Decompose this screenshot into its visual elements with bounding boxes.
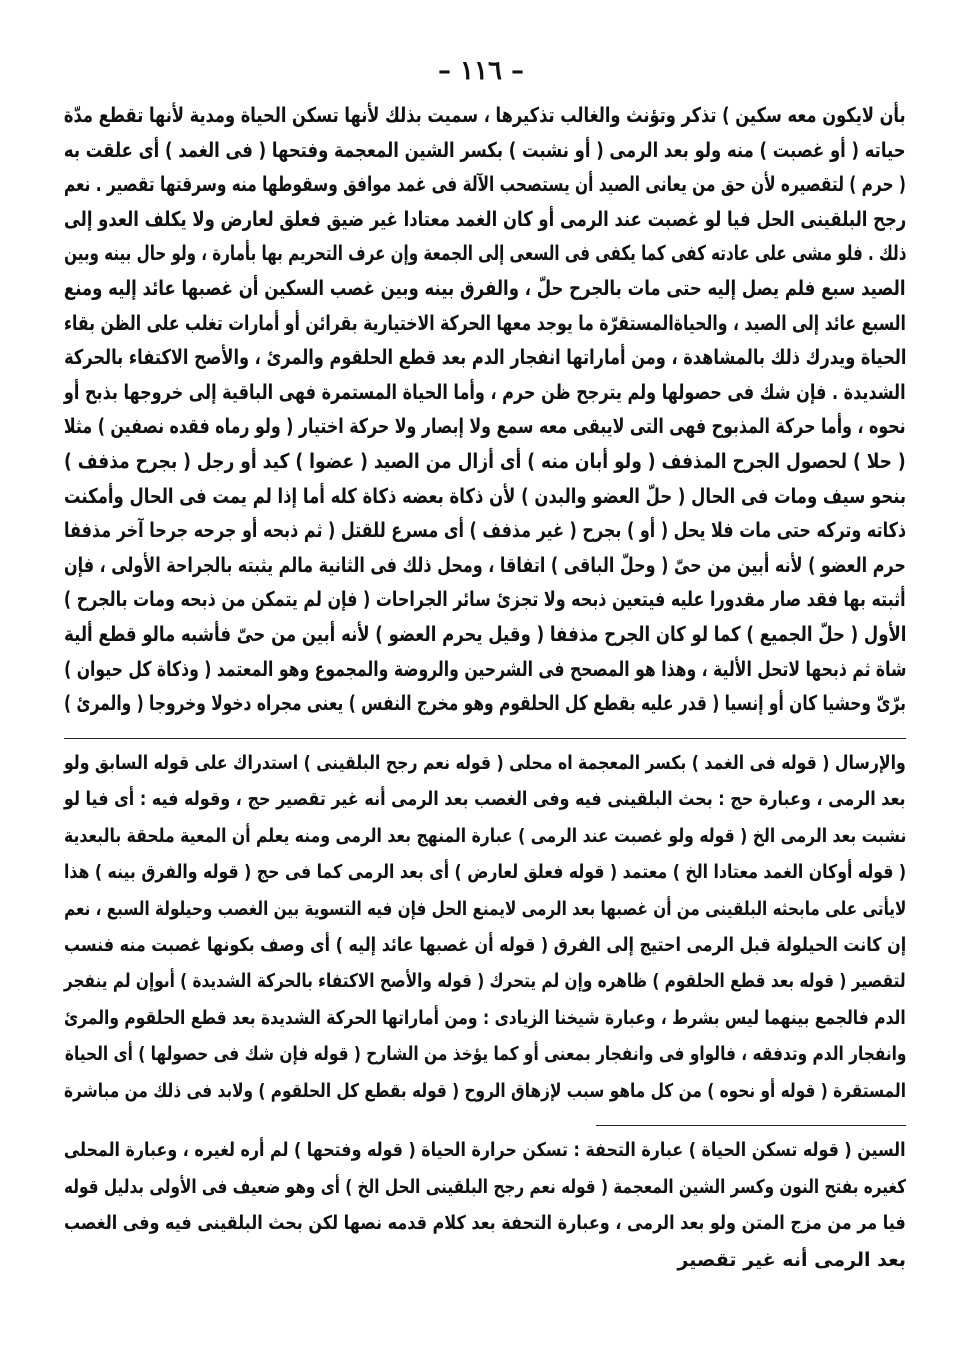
text-line: والإرسال ( قوله فى الغمد ) بكسر المعجمة اه محلى ( قوله نعم رجح البلقينى ) استدراك على قوله السابق ولو xyxy=(64,752,906,774)
text-line: رجح البلقينى الحل فيا لو غصبت عند الرمى أو كان الغمد معتادا غير ضيق فعلق لعارض ولا يكلف العدو إلى xyxy=(63,206,906,231)
text-line: ( قوله أوكان الغمد معتادا الخ ) معتمد ( قوله فعلق لعارض ) أى بعد الرمى كما فى حج ( قوله والفرق بينه ) هذا xyxy=(63,861,906,884)
text-line: ذلك . فلو مشى على عادته كفى كما يكفى فى السعى إلى الجمعة وإن عرف التحريم بها بأمارة ، ولو حال بينه وبين xyxy=(63,241,906,266)
short-divider-line xyxy=(596,1125,906,1126)
text-line: السبع عائد إلى الصيد ، والحياةالمستقرّة ما يوجد معها الحركة الاختيارية بقرائن أو أمارات تغلب على الظن بقاء xyxy=(64,310,906,335)
text-line: نحوه ، وأما حركة المذبوح فهى التى لايبقى معه سمع ولا إبصار ولا حركة اختيار ( ولو رماه فقده نصفين ) مثلا xyxy=(64,414,906,439)
text-line: الدم فالجمع بينهما ليس بشرط ، وعبارة شيخنا الزيادى : ومن أماراتها الحركة الشديدة بعد قطع الحلقوم والمرئ xyxy=(64,1006,906,1029)
text-line: لتقصير ( قوله بعد قطع الحلقوم ) ظاهره وإن لم يتحرك ( قوله والأصح الاكتفاء بالحركة الشديدة ) أىوإن لم ينفجر xyxy=(64,970,906,993)
text-line: أثبته بها فقد صار مقدورا عليه فيتعين ذبحه ولا تجزئ سائر الجراحات ( فإن لم يتمكن من ذبحه ومات بالجرح ) xyxy=(64,587,906,612)
text-line: لايأتى على مابحثه البلقينى من أن غصبها بعد الرمى لايمنع الحل فإن فيه التسوية بين الغصب وحيلولة السبع ، نعم xyxy=(63,897,906,920)
text-line: بنحو سيف ومات فى الحال ( حلّ العضو والبدن ) لأن ذكاة بعضه ذكاة كله أما إذا لم يمت فى الحال وأمكنت xyxy=(63,483,906,508)
text-line: إن كانت الحيلولة قبل الرمى احتيج إلى الفرق ( قوله أن غصبها عائد إليه ) أى وصف بكونها غصبت منه فنسب xyxy=(63,934,906,956)
text-line: السين ( قوله تسكن الحياة ) عبارة التحفة : تسكن حرارة الحياة ( قوله وفتحها ) لم أره لغيره ، وعبارة المحلى xyxy=(64,1139,906,1161)
text-line: ( حلا ) لحصول الجرح المذفف ( ولو أبان منه ) أى أزال من الصيد ( عضوا ) كيد أو رجل ( بجرح مذفف ) xyxy=(64,449,906,473)
text-line: الشديدة . فإن شك فى حصولها ولم يترجح ظن حرم ، وأما الحياة المستمرة فهى الباقية إلى خروجها بذبح أو xyxy=(64,379,906,404)
text-line: فيا مر من مزج المتن ولو بعد الرمى ، وعبارة التحفة بعد كلام قدمه نصها لكن بحث البلقينى فيه وفى الغصب xyxy=(64,1212,906,1235)
text-line: حرم العضو ) لأنه أبين من حىّ ( وحلّ الباقى ) اتفاقا ، ومحل ذلك فى الثانية مالم يثبته بالجراحة الأولى ، فإن xyxy=(64,552,906,577)
text-line: بعد الرمى أنه غير تقصير xyxy=(677,1248,906,1271)
text-line: برّىّ وحشيا كان أو إنسيا ( قدر عليه بقطع كل الحلقوم وهو مخرج النفس ) يعنى مجراه دخولا وخروجا ( والمرئ ) xyxy=(64,691,906,716)
text-line: شاة ثم ذبحها لاتحل الألية ، وهذا هو المصحح فى الشرحين والروضة والمجموع وهو المعتمد ( وذكاة كل حيوان ) xyxy=(63,656,906,681)
text-line: الأول ( حلّ الجميع ) كما لو كان الجرح مذففا ( وقيل يحرم العضو ) لأنه أبين من حىّ فأشبه مالو قطع ألية xyxy=(63,622,906,646)
text-line: حياته ( أو غصبت ) منه ولو بعد الرمى ( أو نشبت ) بكسر الشين المعجمة وفتحها ( فى الغمد ) أى علقت به xyxy=(64,137,906,162)
footnote-divider-line xyxy=(64,738,906,739)
commentary-upper-block xyxy=(64,748,906,1118)
commentary-lower-block xyxy=(64,1135,906,1295)
text-line: ذكاته وتركه حتى مات فلا يحل ( أو ) بجرح ( غير مذفف ) أى مسرع للقتل ( ثم ذبحه أو جرحه جرحا آخر مذففا xyxy=(63,518,906,543)
text-line: ( حرم ) لتقصيره لأن حق من يعانى الصيد أن يستصحب الآلة فى غمد موافق وسقوطها منه وسرقتها تقصير . نعم xyxy=(64,172,906,197)
text-line: الحياة ويدرك ذلك بالمشاهدة ، ومن أماراتها انفجار الدم بعد قطع الحلقوم والمرئ ، والأصح الاكتفاء بالحركة xyxy=(63,345,906,370)
text-line: الصيد سبع فلم يصل إليه حتى مات بالجرح حلّ ، والفرق بينه وبين غصب السكين أن غصبها عائد إليه ومنع xyxy=(64,276,906,300)
text-line: المستقرة ( قوله أو نحوه ) من كل ماهو سبب لإزهاق الروح ( قوله بقطع كل الحلقوم ) ولابد فى ذلك من مباشرة xyxy=(64,1079,906,1102)
text-line: وانفجار الدم وتدفقه ، فالواو فى وانفجار بمعنى أو كما يؤخذ من الشارح ( قوله فإن شك فى حصولها ) أى الحياة xyxy=(64,1043,906,1066)
text-line: كغيره بفتح النون وكسر الشين المعجمة ( قوله نعم رجح البلقينى الحل الخ ) أى وهو ضعيف فى الأولى بدليل قوله xyxy=(64,1175,906,1198)
page-number: – ١١٦ – xyxy=(437,56,525,86)
text-line: بأن لايكون معه سكين ) تذكر وتؤنث والغالب تذكيرها ، سميت بذلك لأنها تسكن الحياة ومدية لأنها تقطع مدّة xyxy=(64,103,906,127)
main-text-block xyxy=(64,100,906,730)
text-line: نشبت بعد الرمى الخ ( قوله ولو غصبت عند الرمى ) عبارة المنهج بعد الرمى ومنه يعلم أن المعية ملحقة بالبعدية xyxy=(63,824,906,847)
text-line: بعد الرمى ، وعبارة حج : بحث البلقينى فيه وفى الغصب بعد الرمى أنه غير تقصير حج ، وقوله فيه : أى فيا لو xyxy=(64,788,906,811)
